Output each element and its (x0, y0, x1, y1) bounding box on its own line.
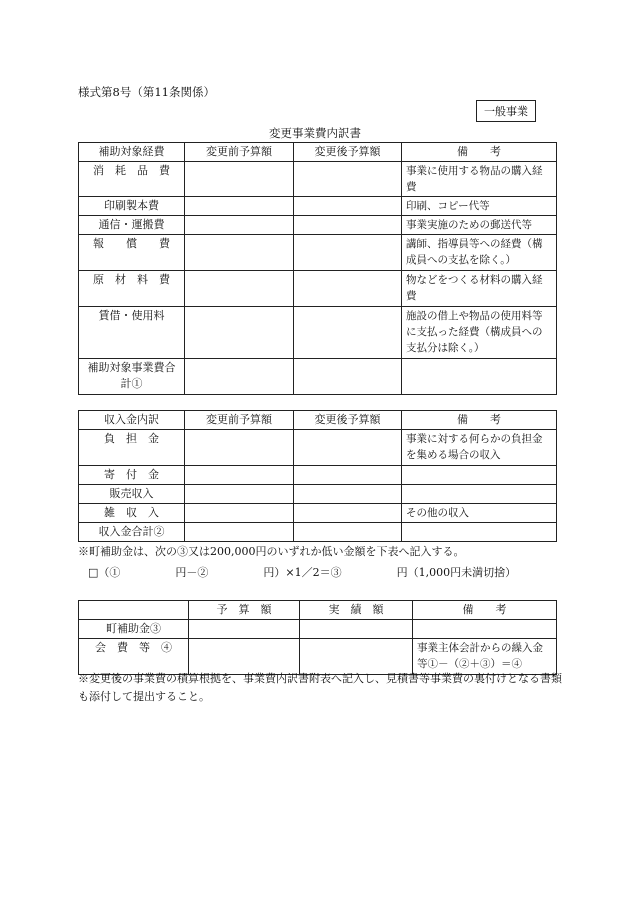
after-amount-cell[interactable] (294, 466, 402, 485)
income-note (402, 466, 557, 485)
after-amount-cell[interactable] (294, 271, 402, 307)
expense-label: 通信・運搬費 (79, 216, 185, 235)
table-row (79, 359, 557, 395)
expense-label: 原 材 料 費 (79, 271, 185, 307)
income-table (78, 410, 557, 542)
table-row (79, 485, 557, 504)
expense-label: 賃借・使用料 (79, 307, 185, 359)
summary-note (413, 620, 557, 639)
income-note (402, 485, 557, 504)
summary-label: 会 費 等 ④ (79, 639, 189, 675)
category-badge: 一般事業 (476, 100, 536, 122)
income-label: 販売収入 (79, 485, 185, 504)
income-note: 事業に対する何らかの負担金を集める場合の収入 (402, 430, 557, 466)
expense-total-label: 補助対象事業費合計① (79, 359, 185, 395)
after-amount-cell[interactable] (294, 307, 402, 359)
summary-header-budget: 予 算 額 (189, 601, 300, 620)
expense-label: 報 償 費 (79, 235, 185, 271)
table-row (79, 430, 557, 466)
expense-note: 施設の借上や物品の使用料等に支払った経費（構成員への支払分は除く。） (402, 307, 557, 359)
table-row (79, 620, 557, 639)
table-row (79, 307, 557, 359)
expense-header-remarks: 備 考 (402, 143, 557, 162)
income-label: 雑 収 入 (79, 504, 185, 523)
before-amount-cell[interactable] (185, 216, 294, 235)
before-amount-cell[interactable] (185, 523, 294, 542)
expense-note: 物などをつくる材料の購入経費 (402, 271, 557, 307)
form-number: 様式第8号（第11条関係） (78, 85, 215, 99)
expense-header-before: 変更前予算額 (185, 143, 294, 162)
footer-note: ※変更後の事業費の積算根拠を、事業費内訳書附表へ記入し、見積書等事業費の裏付けとなる書類も添付して提出すること。 (78, 672, 562, 703)
table-row (79, 466, 557, 485)
expense-note: 印刷、コピー代等 (402, 197, 557, 216)
expense-note: 講師、指導員等への経費（構成員への支払を除く。） (402, 235, 557, 271)
after-amount-cell[interactable] (294, 359, 402, 395)
actual-amount-cell[interactable] (300, 620, 413, 639)
before-amount-cell[interactable] (185, 466, 294, 485)
summary-table (78, 600, 557, 675)
after-amount-cell[interactable] (294, 216, 402, 235)
after-amount-cell[interactable] (294, 485, 402, 504)
after-amount-cell[interactable] (294, 523, 402, 542)
table-row (79, 523, 557, 542)
before-amount-cell[interactable] (185, 430, 294, 466)
table-row (79, 271, 557, 307)
after-amount-cell[interactable] (294, 162, 402, 197)
expense-label: 印刷製本費 (79, 197, 185, 216)
income-header-remarks: 備 考 (402, 411, 557, 430)
calculation-line: □（① 円－② 円）×1／2＝③ 円（1,000円未満切捨） (88, 566, 517, 579)
income-header-item: 収入金内訳 (79, 411, 185, 430)
income-label: 負 担 金 (79, 430, 185, 466)
before-amount-cell[interactable] (185, 307, 294, 359)
summary-label: 町補助金③ (79, 620, 189, 639)
expense-note (402, 359, 557, 395)
after-amount-cell[interactable] (294, 504, 402, 523)
before-amount-cell[interactable] (185, 504, 294, 523)
expense-table (78, 142, 557, 395)
income-total-label: 収入金合計② (79, 523, 185, 542)
budget-amount-cell[interactable] (189, 620, 300, 639)
income-note (402, 523, 557, 542)
expense-header-item: 補助対象経費 (79, 143, 185, 162)
before-amount-cell[interactable] (185, 485, 294, 504)
summary-header-remarks: 備 考 (413, 601, 557, 620)
table-row (79, 235, 557, 271)
income-header-before: 変更前予算額 (185, 411, 294, 430)
table-row (79, 216, 557, 235)
income-header-after: 変更後予算額 (294, 411, 402, 430)
expense-header-after: 変更後予算額 (294, 143, 402, 162)
expense-label: 消 耗 品 費 (79, 162, 185, 197)
after-amount-cell[interactable] (294, 430, 402, 466)
before-amount-cell[interactable] (185, 359, 294, 395)
subsidy-note: ※町補助金は、次の③又は200,000円のいずれか低い金額を下表へ記入する。 (78, 545, 465, 558)
summary-note: 事業主体会計からの繰入金等①－（②＋③）＝④ (413, 639, 557, 675)
before-amount-cell[interactable] (185, 235, 294, 271)
summary-header-actual: 実 績 額 (300, 601, 413, 620)
expense-note: 事業に使用する物品の購入経費 (402, 162, 557, 197)
after-amount-cell[interactable] (294, 235, 402, 271)
income-label: 寄 付 金 (79, 466, 185, 485)
after-amount-cell[interactable] (294, 197, 402, 216)
table-row (79, 162, 557, 197)
table-row (79, 197, 557, 216)
before-amount-cell[interactable] (185, 271, 294, 307)
before-amount-cell[interactable] (185, 197, 294, 216)
income-note: その他の収入 (402, 504, 557, 523)
summary-header-blank (79, 601, 189, 620)
before-amount-cell[interactable] (185, 162, 294, 197)
table-row (79, 504, 557, 523)
document-title: 変更事業費内訳書 (269, 126, 361, 140)
expense-note: 事業実施のための郵送代等 (402, 216, 557, 235)
